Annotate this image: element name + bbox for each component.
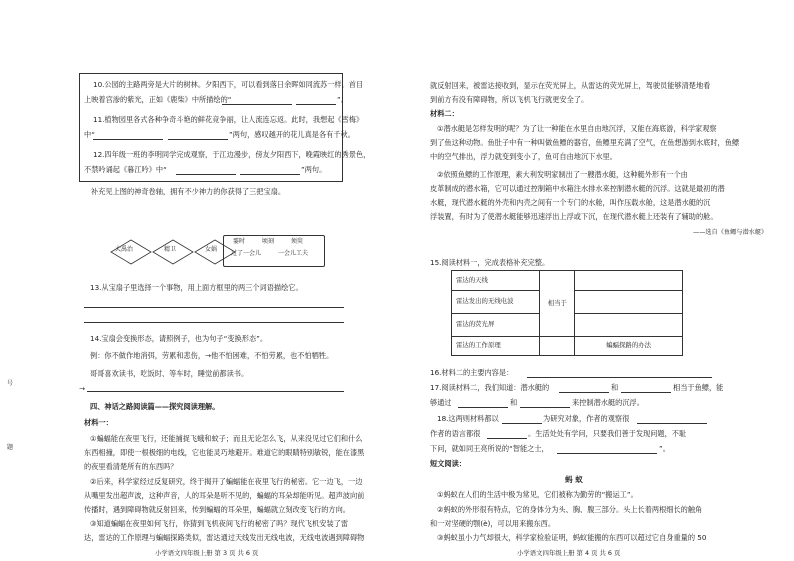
m2-p1-line3: 中的空气排出，浮力就变到变小了，鱼可自由地沉下水里。 — [430, 152, 617, 161]
q10-line2-end: ”。 — [337, 95, 348, 104]
table-cell-value: 蝙蝠探路的办法 — [575, 336, 683, 356]
table-cell-answer[interactable] — [540, 336, 575, 356]
q12-line2-start: 不禁吟诵起《暮江吟》中“ — [84, 165, 167, 174]
ant-p2-line2: 和一对坚硬的颚(è)，可以用来搬东西。 — [430, 519, 556, 528]
q17-blank-3[interactable] — [458, 407, 508, 408]
q10-line1: 10.公园的主路两旁是大片的树林。夕阳西下，可以看到落日余晖如同流苏一样，首目 — [93, 80, 364, 89]
word-5: 一会儿工夫 — [278, 250, 309, 257]
table-row — [452, 271, 683, 291]
q11-answer-blank-2[interactable] — [168, 139, 228, 140]
q11-line2-mid: ”两句，感叹越开的花儿真是各有千秋。 — [229, 130, 355, 139]
word-1: 霎时 — [233, 238, 246, 245]
q18-line3-b: ”。 — [659, 444, 670, 453]
q16: 16.材料二的主要内容是： — [430, 368, 514, 377]
m1-p1-line2: 东西相撞，即使一根极细的电线，它也能灵巧地避开。难道它的眼睛特别敏锐，能在漆黑 — [84, 448, 365, 457]
m1-p1-line3: 的夜里看清楚所有的东西吗？ — [84, 462, 178, 471]
word-4: 过了一会儿 — [231, 250, 262, 257]
table-cell-answer[interactable] — [575, 313, 683, 336]
m2-p2-line1: ②依照鱼鳔的工作原理，素大利发明家制出了一艘潜水艇，这种艇外形有一个由 — [437, 170, 688, 179]
q10-answer-blank[interactable] — [222, 104, 292, 105]
q14-line1: 14.宝扇会变换形态，请照例子，也为句子“变换形态”。 — [90, 334, 268, 343]
q11-line2-start: 中“ — [84, 130, 95, 139]
q12-answer-blank-2[interactable] — [240, 174, 300, 175]
table-cell-label: 雷达的天线 — [452, 271, 540, 291]
q13-answer-line-2[interactable] — [84, 322, 344, 323]
side-mark-2: 题 — [7, 444, 14, 451]
m2-p2-line2: 皮革制成的潜水箱，它可以通过控制箱中水箱注水排水来控制潜水艇的沉浮。这就是最初的潜 — [430, 184, 725, 193]
side-mark-1: 号 — [7, 380, 14, 387]
left-page-footer: 小学语文四年级上册 第 3 页 共 6 页 — [155, 549, 259, 557]
fans-intro: 补充见上图的神奇卷轴，拥有不少神力的你获得了三把宝扇。 — [91, 187, 286, 196]
q18-blank-4[interactable] — [557, 453, 657, 454]
ant-p2-line1: ②蚂蚁的外形很有特点，它的身体分为头、胸、腹三部分。头上长着两根细长的触角 — [437, 505, 703, 514]
short-reading-title: 短文阅读： — [430, 459, 466, 468]
q17-line1-a: 17.阅读材料二，我们知道：潜水艇的 — [430, 383, 550, 392]
m1-cont-line1: 就反射回来，被雷达接收到，显示在荧光屏上，从雷达的荧光屏上，驾驶员能够清楚地看 — [430, 81, 711, 90]
q17-blank-1[interactable] — [559, 392, 609, 393]
section-4-heading: 四、神话之路阅读篇——探究阅读理解。 — [90, 402, 220, 411]
fan-label-3: 女娲 — [205, 246, 218, 253]
material-1-title: 材料一： — [84, 418, 113, 427]
q12-line2-end: ”两句。 — [301, 165, 327, 174]
table-cell-answer[interactable] — [575, 271, 683, 291]
q17-blank-2[interactable] — [621, 392, 671, 393]
fan-label-2: 精卫 — [164, 246, 177, 253]
m2-p1-line1: ①潜水艇是怎样发明的呢？为了让一种能在水里自由地沉浮，又能在海底游，科学家观察 — [437, 124, 717, 133]
right-page — [397, 0, 794, 561]
m1-p2-line2: 从嘴里发出超声波，这种声音，人的耳朵是听不见的，蝙蝠的耳朵却能听见。超声波向前 — [84, 491, 365, 500]
m1-p2-line1: ②后来，科学家经过反复研究，终于揭开了蝙蝠能在夜里飞行的秘密。它一边飞，一边 — [90, 477, 363, 486]
q12-line1: 12.四年级一班的李明同学完成观察，于江边漫步，傍友夕阳西下，晚霞映红的秀景色， — [93, 150, 371, 159]
word-3: 须臾 — [291, 238, 304, 245]
q13-answer-line-1[interactable] — [84, 307, 344, 308]
m2-p2-line4: 浮装置，有时为了使潜水艇能够迅速浮出上浮或下沉，在现代潜水艇上还装有了辅助的舱。 — [430, 212, 718, 221]
m1-p1-line1: ①蝙蝠能在夜里飞行，还能捕捉飞蛾和蚊子；而且无论怎么飞，从来没见过它们和什么 — [90, 434, 363, 443]
q18-blank-1[interactable] — [502, 423, 542, 424]
table-cell-label: 雷达发出的无线电波 — [452, 290, 540, 313]
q10-line2: 上映着宫渗的紫光，正如《鹿柴》中所描绘的“ — [84, 95, 232, 104]
q11-line1: 11.植物园里各式各种争奇斗艳的鲜花竞争丽，让人流连忘返。此时，我想起《雪梅》 — [93, 115, 364, 124]
q11-answer-blank[interactable] — [93, 139, 163, 140]
q17-line1-c: 相当于鱼鳔，能 — [673, 383, 724, 392]
q14-example: 例：你不做作地消弭，劳累和悲伤，→他不怕困难，不怕劳累，也不怕牺牲。 — [90, 351, 334, 360]
q17-line2-a: 够通过 — [430, 398, 452, 407]
q18-line1-a: 18.这两则材料都以 — [437, 414, 499, 423]
q14-task: 哥哥喜欢读书，吃饭时、等车时，睡觉前都读书。 — [90, 369, 249, 378]
q17-blank-4[interactable] — [520, 407, 570, 408]
right-page-footer: 小学语文四年级上册 第 4 页 共 6 页 — [517, 549, 621, 557]
q10-answer-blank-2[interactable] — [296, 104, 336, 105]
word-2: 顷刻 — [262, 238, 275, 245]
q15-table — [451, 270, 683, 356]
table-cell-middle: 相当于 — [540, 271, 575, 337]
material-2-title: 材料二： — [430, 109, 459, 118]
q17-line1-b: 和 — [611, 383, 619, 392]
ant-p3: ③蚂蚁虽小力气却很大，科学家检验证明，蚂蚁能搬的东西可以超过它自身重量的 50 — [437, 533, 707, 542]
table-row — [452, 336, 683, 356]
q18-line2-a: 作者的语言都很 — [430, 429, 481, 438]
q18-line1-b: 为研究对象，作者的观察很 — [543, 414, 630, 423]
q16-answer-line[interactable] — [527, 377, 712, 378]
table-cell-label: 雷达的工作原理 — [452, 336, 540, 356]
q14-answer-line[interactable] — [87, 391, 344, 392]
source-citation: ——选自《鱼鳔与潜水艇》 — [693, 229, 768, 236]
q12-answer-blank[interactable] — [176, 174, 236, 175]
ant-article-title: 蚂 蚁 — [565, 475, 583, 484]
q18-blank-2[interactable] — [637, 423, 707, 424]
q13: 13.从宝扇子里选择一个事物，用上面方框里的两三个词语描绘它。 — [90, 283, 303, 292]
q15: 15.阅读材料一，完成表格补充完整。 — [430, 258, 550, 267]
fan-label-1: 大禹治 — [115, 246, 134, 253]
q17-line2-c: 来控制潜水艇的沉浮。 — [572, 398, 644, 407]
m1-cont-line2: 到前方有没有障碍物，所以飞机飞行就更安全了。 — [430, 95, 589, 104]
m1-p3-line2: 达，雷达的工作原理与蝙蝠探路类似，雷达通过天线发出无线电波，无线电波遇到障碍物 — [84, 533, 365, 542]
q18-line3-a: 下问，就如同王亮所说的“智能之士， — [430, 444, 549, 453]
q14-arrow: → — [79, 384, 86, 393]
q18-line2-b: 。生活处处有学问，只要我们善于发现问题，不耻 — [528, 429, 687, 438]
q17-line2-b: 和 — [510, 398, 518, 407]
m1-p3-line1: ③知道蝙蝠在夜里如何飞行，你猜到飞机夜间飞行的秘密了吗？现代飞机安装了雷 — [90, 519, 349, 528]
table-cell-label: 雷达的荧光屏 — [452, 313, 540, 336]
q18-blank-3[interactable] — [487, 438, 527, 439]
m1-p2-line3: 传播时，遇到障碍物就反射回来，传到蝙蝠的耳朵里，蝙蝠就立刻改变飞行的方向。 — [84, 505, 350, 514]
m2-p2-line3: 水艇，现代潜水艇的外壳和内壳之间有一个专门的水舱，叫作压载水舱，这是潜水艇的沉 — [430, 198, 711, 207]
table-cell-answer[interactable] — [575, 290, 683, 313]
m2-p1-line2: 到了鱼这种动物。鱼肚子中有一种叫做鱼鳔的器官，鱼鳔里充满了空气，在鱼想游到水底时，鱼鳔 — [430, 138, 740, 147]
ant-p1: ①蚂蚁在人们的生活中极为常见，它们被称为勤劳的“搬运工”。 — [437, 490, 638, 499]
